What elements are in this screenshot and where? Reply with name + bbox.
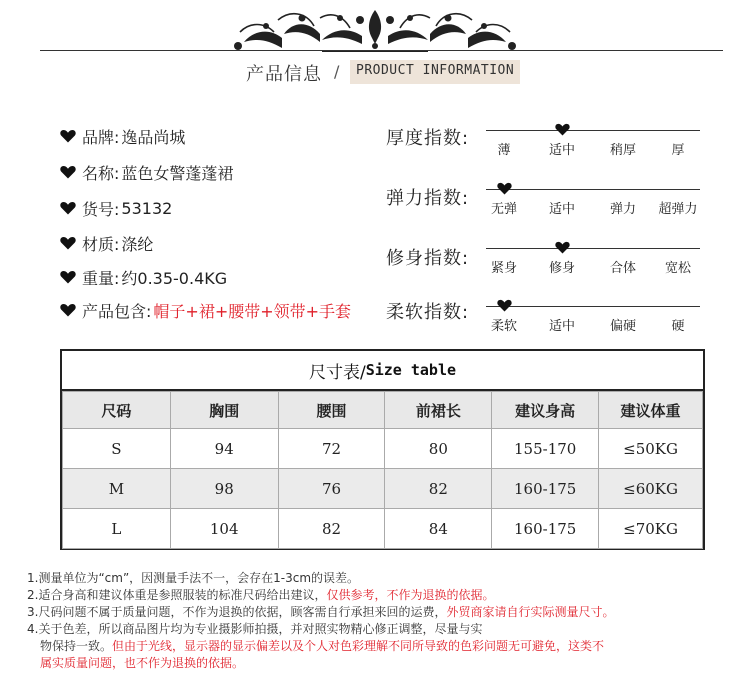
info-value: 涤纶 [121,234,154,254]
column-header: 建议身高 [492,392,599,429]
note-text: 1.测量单位为“cm”，因测量手法不一，会存在1-3cm的误差。 [27,571,360,585]
table-cell: 160-175 [492,509,599,549]
table-row [63,509,703,549]
table-cell: ≤60KG [599,469,703,509]
info-label: 货号: [82,199,120,219]
info-value-highlight: 帽子+裙+腰带+领带+手套 [153,301,352,321]
ornament-icon [222,6,528,52]
softness-option: 适中 [548,319,576,334]
heart-icon [60,270,76,284]
table-cell: 80 [385,429,492,469]
note-warning: 仅供参考，不作为退换的依据。 [326,588,495,602]
fit-label: 修身指数: [386,248,470,269]
info-label: 名称: [82,163,120,183]
elasticity-option: 超弹力 [658,202,698,217]
thickness-option: 薄 [497,143,511,158]
elasticity-indicator-heart-icon [497,182,512,195]
fit-option: 宽松 [664,261,692,276]
info-name [60,160,233,184]
info-label: 产品包含: [82,301,152,321]
info-label: 重量: [82,268,120,288]
note-text: 物保持一致。 [40,639,113,653]
note-4-line-3 [40,655,244,672]
elasticity-option: 弹力 [609,202,637,217]
info-brand [60,124,185,148]
title-separator: / [334,62,340,81]
table-cell: 160-175 [492,469,599,509]
info-weight [60,265,227,289]
column-header: 尺码 [63,392,171,429]
column-header: 前裙长 [385,392,492,429]
heart-icon [60,303,76,317]
info-value: 蓝色女警蓬蓬裙 [121,163,234,183]
note-text: 3.尺码问题不属于质量问题，不作为退换的依据，顾客需自行承担来回的运费， [27,605,447,619]
size-table-title-en: Size table [365,361,457,379]
softness-option: 偏硬 [609,319,637,334]
table-row [63,469,703,509]
table-cell: ≤50KG [599,429,703,469]
table-cell: 72 [278,429,385,469]
softness-scale [486,306,700,307]
fit-option: 紧身 [490,261,518,276]
heart-icon [60,236,76,250]
note-warning: 但由于光线，显示器的显示偏差以及个人对色彩理解不同所导致的色彩问题无可避免，这类不 [112,639,605,653]
thickness-option: 稍厚 [609,143,637,158]
thickness-scale [486,130,700,131]
note-text: 4.关于色差，所以商品图片均为专业摄影师拍摄，并对照实物精心修正调整，尽量与实 [27,622,483,636]
section-title: 产品信息 [246,64,322,85]
thickness-option: 厚 [671,143,685,158]
elasticity-label: 弹力指数: [386,188,470,209]
heart-icon [60,165,76,179]
softness-label: 柔软指数: [386,302,470,323]
fit-option: 合体 [609,261,637,276]
table-cell: 82 [385,469,492,509]
elasticity-option: 无弹 [490,202,518,217]
column-header: 腰围 [278,392,385,429]
size-table-title-cn: 尺寸表/ [308,362,366,383]
table-cell: ≤70KG [599,509,703,549]
elasticity-option: 适中 [548,202,576,217]
fit-option: 修身 [548,261,576,276]
note-text: 2.适合身高和建议体重是参照服装的标准尺码给出建议， [27,588,327,602]
section-title-en: PRODUCT INFORMATION [350,60,520,84]
heart-icon [60,201,76,215]
note-warning: 属实质量问题，也不作为退换的依据。 [40,656,245,670]
fit-scale [486,248,700,249]
size-table-title [62,351,703,391]
table-cell: 82 [278,509,385,549]
note-4-line-1 [27,621,482,638]
info-label: 品牌: [82,127,120,147]
thickness-option: 适中 [548,143,576,158]
info-value: 53132 [121,198,173,218]
table-cell: 84 [385,509,492,549]
column-header: 胸围 [170,392,278,429]
note-4-line-2 [40,638,604,655]
table-cell: 94 [170,429,278,469]
heart-icon [60,129,76,143]
softness-option: 柔软 [490,319,518,334]
table-header-row [63,392,703,429]
size-grid [62,391,703,549]
table-cell: 104 [170,509,278,549]
thickness-label: 厚度指数: [386,128,470,149]
table-cell: 98 [170,469,278,509]
header-divider [40,50,723,51]
note-warning: 外贸商家请自行实际测量尺寸。 [446,605,615,619]
table-cell: 76 [278,469,385,509]
fit-indicator-heart-icon [555,241,570,254]
info-label: 材质: [82,234,120,254]
table-cell: S [63,429,171,469]
info-material [60,231,153,255]
elasticity-scale [486,189,700,190]
softness-option: 硬 [671,319,685,334]
note-2 [27,587,494,604]
column-header: 建议体重 [599,392,703,429]
thickness-indicator-heart-icon [555,123,570,136]
info-value: 约0.35-0.4KG [121,268,228,288]
info-contents [60,298,351,322]
table-cell: M [63,469,171,509]
softness-indicator-heart-icon [497,299,512,312]
size-table [60,349,705,550]
info-sku [60,196,172,220]
note-3 [27,604,614,621]
table-cell: L [63,509,171,549]
table-cell: 155-170 [492,429,599,469]
note-1 [27,570,359,587]
table-row [63,429,703,469]
info-value: 逸品尚城 [121,127,186,147]
